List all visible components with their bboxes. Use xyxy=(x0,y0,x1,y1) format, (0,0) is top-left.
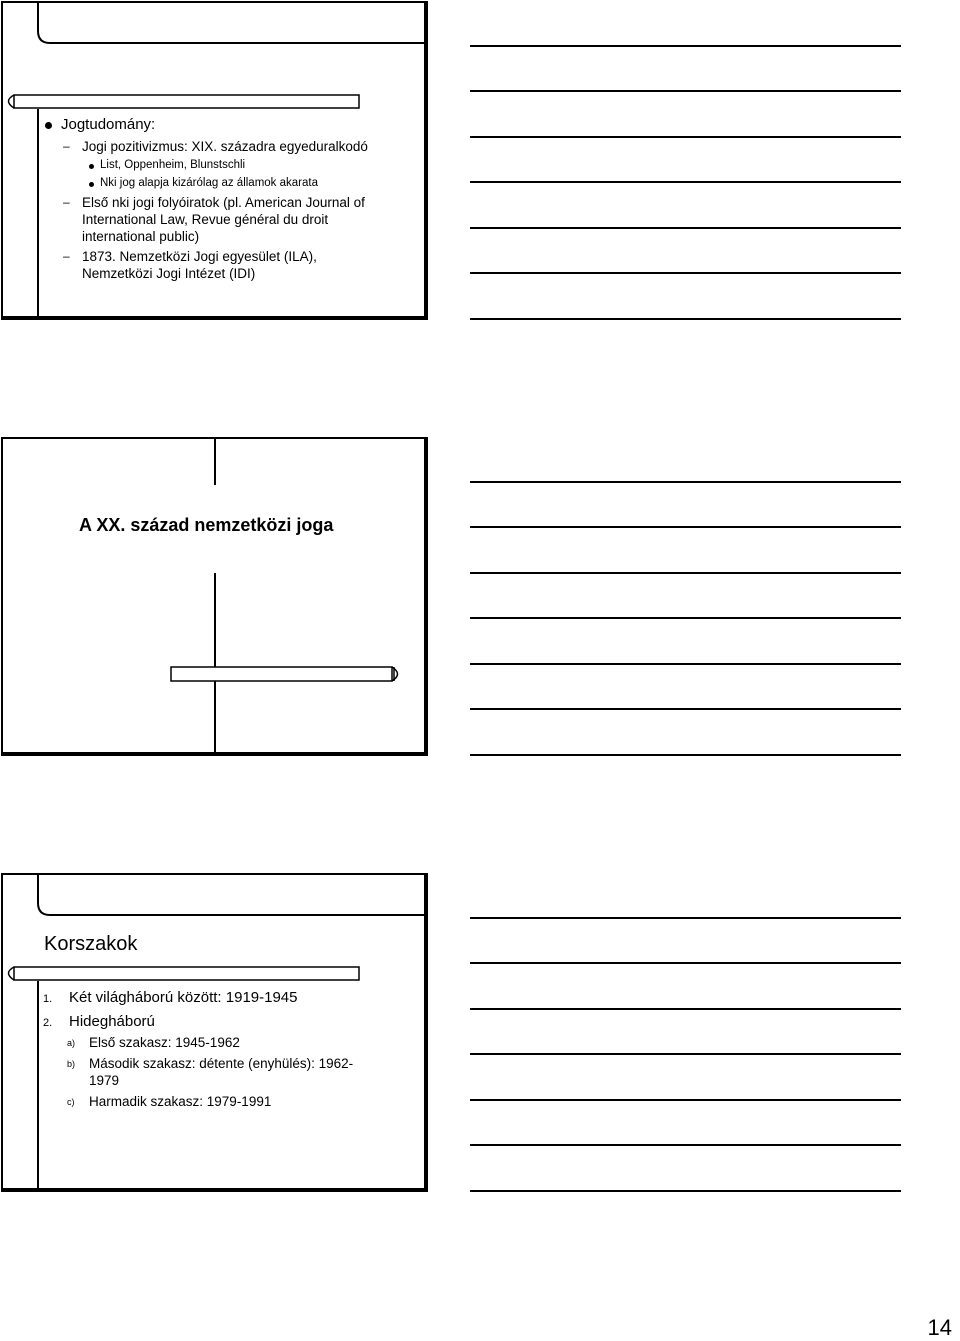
slide-2 xyxy=(1,437,428,756)
slide-title: A XX. század nemzetközi joga xyxy=(79,515,334,535)
note-line xyxy=(470,1190,901,1192)
bullet-dot-icon xyxy=(89,164,94,169)
note-line xyxy=(470,1099,901,1101)
note-line xyxy=(470,917,901,919)
note-line xyxy=(470,708,901,710)
note-line xyxy=(470,1144,901,1146)
dash-icon: – xyxy=(63,249,70,263)
dash-icon: – xyxy=(63,195,70,209)
note-line xyxy=(470,181,901,183)
note-line xyxy=(470,663,901,665)
slide-decoration xyxy=(3,439,424,752)
note-line xyxy=(470,272,901,274)
slide-1: Jogtudomány: – Jogi pozitivizmus: XIX. századra egyeduralkodó List, Oppenheim, Blunstschli Nki jog alapja kizárólag az államok akarata – Első nki jogi folyóiratok (pl. American Journal of International Law, Revue général du droit international public) – 1873. Nemzetközi Jogi egyesület (ILA), Nemzetközi Jogi Intézet (IDI) xyxy=(1,1,428,320)
note-line xyxy=(470,481,901,483)
note-line xyxy=(470,1008,901,1010)
note-line xyxy=(470,1053,901,1055)
note-line xyxy=(470,45,901,47)
slide-3: Korszakok 1. Két világháború között: 1919-1945 2. Hidegháború a) Első szakasz: 1945-1962 b) Második szakasz: détente (enyhülés): 1962- 1979 c) Harmadik szakasz: 1979-1991 xyxy=(1,873,428,1192)
note-line xyxy=(470,227,901,229)
note-line xyxy=(470,90,901,92)
note-line xyxy=(470,526,901,528)
note-line xyxy=(470,617,901,619)
bullet-dot-icon xyxy=(45,122,52,129)
note-line xyxy=(470,754,901,756)
slide-decoration xyxy=(3,875,424,1188)
note-line xyxy=(470,318,901,320)
note-line xyxy=(470,962,901,964)
dash-icon: – xyxy=(63,139,70,153)
note-line xyxy=(470,572,901,574)
slide-title: Korszakok xyxy=(44,933,138,955)
bullet-dot-icon xyxy=(89,182,94,187)
note-line xyxy=(470,136,901,138)
page-number: 14 xyxy=(927,1315,952,1340)
